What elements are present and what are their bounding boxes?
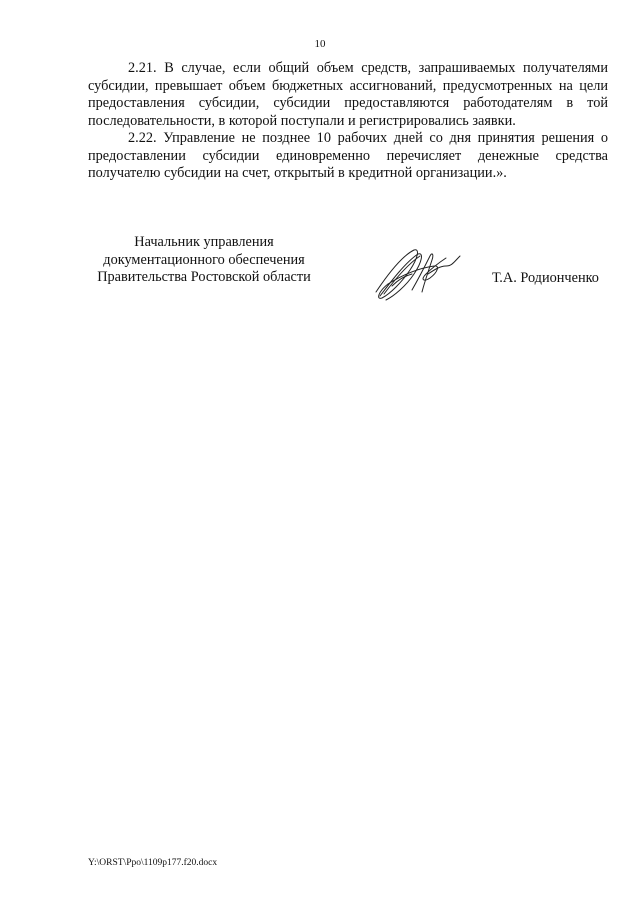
document-body — [88, 60, 608, 183]
page-number: 10 — [314, 38, 326, 50]
footer-file-path: Y:\ORST\Ppo\1109p177.f20.docx — [88, 858, 218, 868]
signatory-title-line: Правительства Ростовской области — [97, 269, 311, 285]
signer-name: Т.А. Родионченко — [492, 270, 599, 286]
signatory-title — [88, 234, 320, 287]
paragraph-2-22: 2.22. Управление не позднее 10 рабочих дней со дня принятия решения о предоставлении субсидии единовременно перечисляет денежные средства получателю субсидии на счет, открытый в кредитной организации.». — [88, 130, 608, 181]
signatory-title-line: Начальник управления — [134, 234, 274, 250]
paragraph-2-21: 2.21. В случае, если общий объем средств, запрашиваемых получателями субсидии, превышает объем бюджетных ассигнований, предусмотренных на цели предоставления субсидии, субсидии предоставляются работодателям в той последовательности, в которой поступали и регистрировались заявки. — [88, 60, 608, 129]
handwritten-signature-icon — [368, 244, 468, 304]
signatory-title-line: документационного обеспечения — [103, 251, 305, 268]
